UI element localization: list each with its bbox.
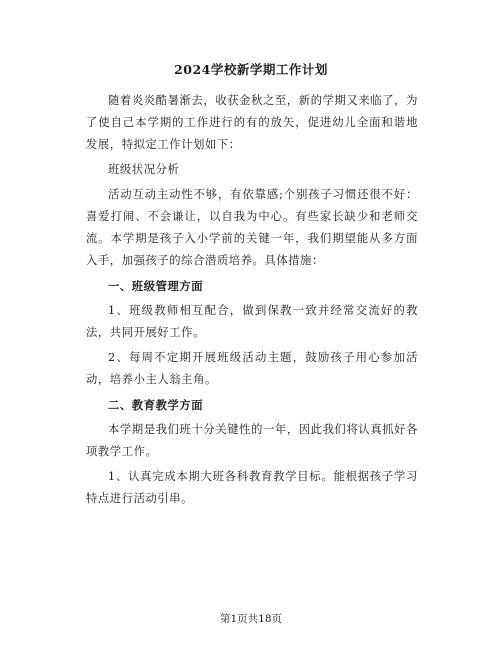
document-title: 2024学校新学期工作计划 [174, 62, 328, 77]
document-body [86, 90, 418, 513]
teaching-paragraph: 本学期是我们班十分关键性的一年，因此我们将认真抓好各项教学工作。 [86, 423, 418, 458]
class-management-item-2: 2、每周不定期开展班级活动主题，鼓励孩子用心参加活动，培养小主人翁主角。 [86, 351, 418, 386]
intro-paragraph: 随着炎炎酷暑渐去，收获金秋之至，新的学期又来临了，为了使自己本学期的工作进行的有的放矢，促进幼儿全面和谐地发展，特拟定工作计划如下： [86, 94, 418, 151]
class-management-item-1: 1、班级教师相互配合，做到保教一致并经常交流好的教法，共同开展好工作。 [86, 304, 418, 339]
class-analysis-paragraph: 活动互动主动性不够，有依靠感;个别孩子习惯还很不好：喜爱打闹、不会谦让，以自我为中心。有些家长缺少和老师交流。本学期是孩子入小学前的关键一年，我们期望能从多方面入手，加强孩子的综合潜质培养。具体措施： [86, 188, 418, 267]
section-heading-class-management: 一、班级管理方面 [108, 279, 204, 293]
class-analysis-heading: 班级状况分析 [108, 163, 180, 176]
teaching-item-1: 1、认真完成本期大班各科教育教学目标。能根据孩子学习特点进行活动引串。 [86, 470, 418, 505]
section-heading-teaching: 二、教育教学方面 [108, 398, 204, 412]
page-number-footer: 第1页共18页 [219, 613, 283, 625]
